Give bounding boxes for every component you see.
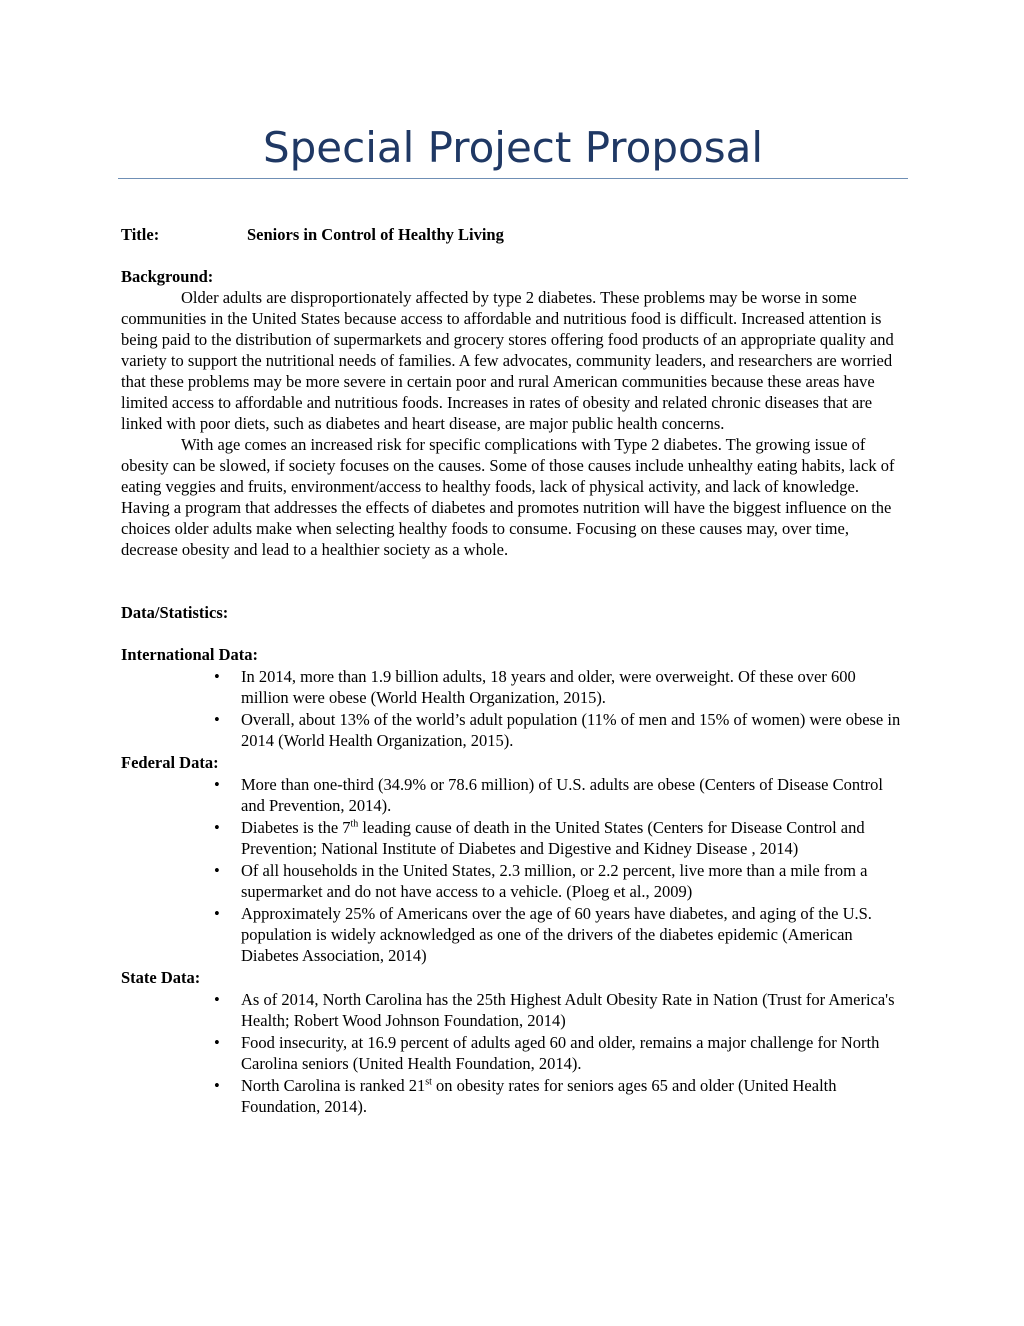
international-data-list — [121, 666, 903, 751]
proposal-title-row — [121, 224, 903, 245]
background-heading: Background: — [121, 267, 214, 286]
bullet-icon: • — [214, 1076, 220, 1095]
federal-data-list — [121, 774, 903, 966]
list-item: • Food insecurity, at 16.9 percent of adults aged 60 and older, remains a major challenge for North Carolina seniors (United Health Foundation, 2014). — [214, 1033, 880, 1073]
list-item: • In 2014, more than 1.9 billion adults, 18 years and older, were overweight. Of these over 600 million were obese (World Health Organization, 2015). — [214, 667, 856, 707]
bullet-icon: • — [214, 861, 220, 880]
title-divider — [118, 178, 908, 179]
document-title: Special Project Proposal — [262, 123, 763, 172]
bullet-icon: • — [214, 1033, 220, 1052]
list-item: • As of 2014, North Carolina has the 25th Highest Adult Obesity Rate in Nation (Trust for America's Health; Robert Wood Johnson Foundation, 2014) — [214, 990, 895, 1030]
bullet-icon: • — [214, 710, 220, 729]
title-label: Title: — [121, 225, 160, 244]
document-body — [121, 224, 903, 1118]
data-statistics-heading: Data/Statistics: — [121, 603, 229, 622]
proposal-title: Seniors in Control of Healthy Living — [247, 225, 504, 244]
bullet-icon: • — [214, 818, 220, 837]
state-data-list — [121, 989, 903, 1117]
federal-data-heading: Federal Data: — [121, 753, 219, 772]
background-paragraph-2: With age comes an increased risk for specific complications with Type 2 diabetes. The growing issue of obesity can be slowed, if society focuses on the causes. Some of those causes include unhealthy eating habits, lack of eating veggies and fruits, environment/access to healthy foods, lack of physical activity, and lack of knowledge. Having a program that addresses the effects of diabetes and promotes nutrition will have the biggest influence on the choices older adults make when selecting healthy foods to consume. Focusing on these causes may, over time, decrease obesity and lead to a healthier society as a whole. — [121, 435, 895, 559]
bullet-icon: • — [214, 775, 220, 794]
list-item: • More than one-third (34.9% or 78.6 million) of U.S. adults are obese (Centers of Disease Control and Prevention, 2014). — [214, 775, 883, 815]
list-item: • Approximately 25% of Americans over the age of 60 years have diabetes, and aging of the U.S. population is widely acknowledged as one of the drivers of the diabetes epidemic (American Diabetes Association, 2014) — [214, 904, 872, 965]
list-item: • Diabetes is the 7th leading cause of death in the United States (Centers for Disease Control and Prevention; National Institute of Diabetes and Digestive and Kidney Disease , 2014) — [214, 818, 865, 858]
bullet-icon: • — [214, 990, 220, 1009]
state-data-heading: State Data: — [121, 968, 201, 987]
bullet-icon: • — [214, 904, 220, 923]
list-item: • Of all households in the United States, 2.3 million, or 2.2 percent, live more than a mile from a supermarket and do not have access to a vehicle. (Ploeg et al., 2009) — [214, 861, 868, 901]
list-item: • North Carolina is ranked 21st on obesity rates for seniors ages 65 and older (United Health Foundation, 2014). — [214, 1076, 837, 1116]
list-item: • Overall, about 13% of the world’s adult population (11% of men and 15% of women) were obese in 2014 (World Health Organization, 2015). — [214, 710, 901, 750]
bullet-icon: • — [214, 667, 220, 686]
international-data-heading: International Data: — [121, 645, 259, 664]
background-paragraph-1: Older adults are disproportionately affected by type 2 diabetes. These problems may be worse in some communities in the United States because access to affordable and nutritious food is difficult. Increased attention is being paid to the distribution of supermarkets and grocery stores offering food products of an appropriate quality and variety to support the nutritional needs of families. A few advocates, community leaders, and researchers are worried that these problems may be more severe in certain poor and rural American communities because these areas have limited access to affordable and nutritious foods. Increases in rates of obesity and related chronic diseases that are linked with poor diets, such as diabetes and heart disease, are major public health concerns. — [121, 288, 894, 433]
